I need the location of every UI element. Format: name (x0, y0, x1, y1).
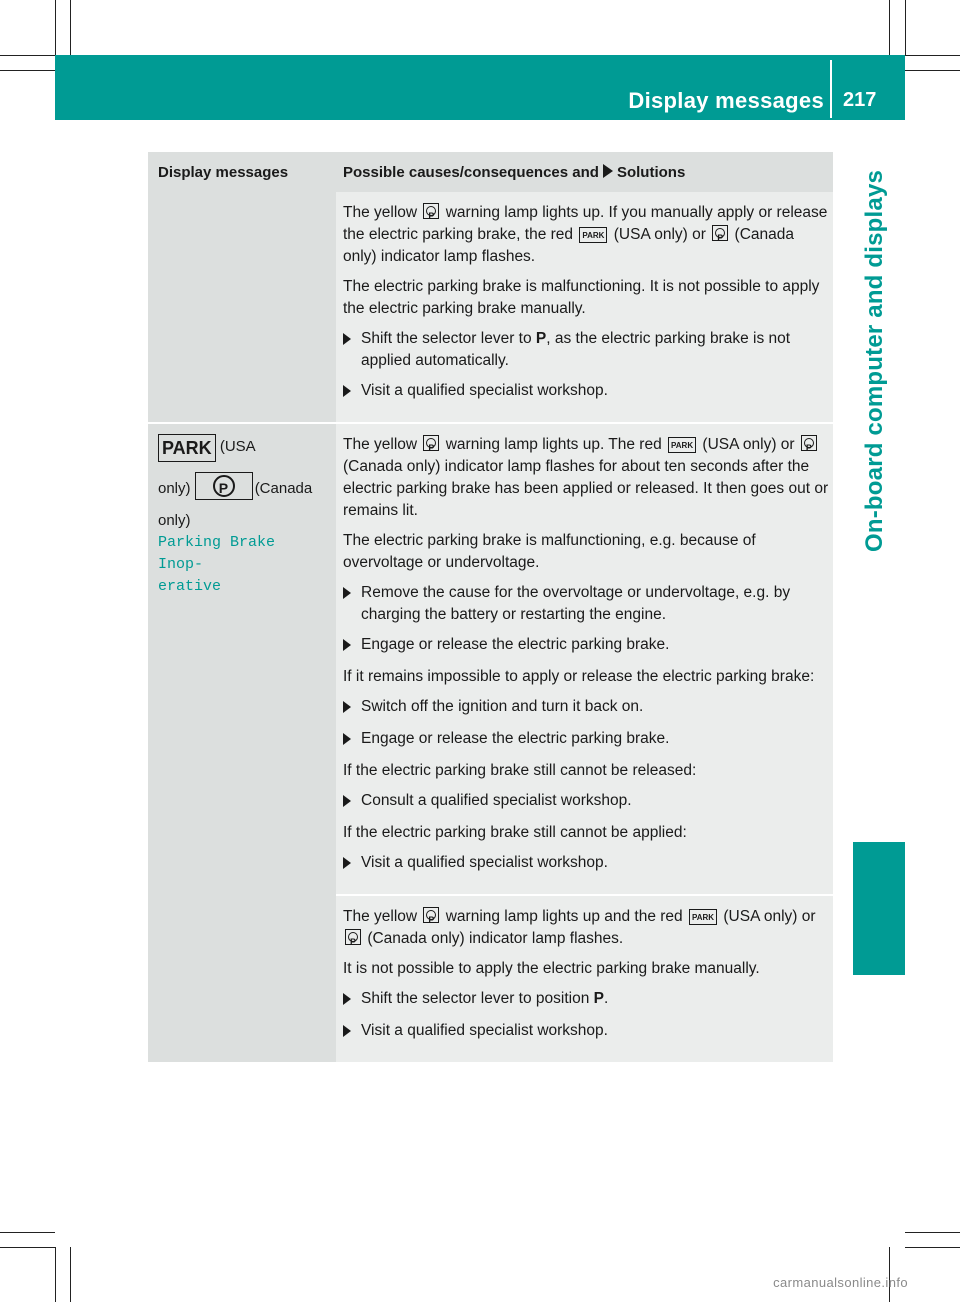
paragraph: If the electric parking brake still cannot be applied: (343, 824, 687, 841)
parking-brake-lamp-icon (423, 203, 439, 219)
paragraph: If the electric parking brake still cannot be released: (343, 762, 697, 779)
arrow-right-icon (343, 1025, 351, 1037)
park-indicator-icon: PARK (668, 437, 696, 453)
list-item: Shift the selector lever to P, as the electric parking brake is not applied automatically. (343, 328, 829, 372)
display-message-cell: PARK (USA only) P (Canada only) Parking Brake Inop‐ erative (148, 424, 336, 894)
park-indicator-icon: PARK (158, 434, 216, 462)
paragraph: The yellow P warning lamp lights up and the red PARK (USA only) or P (Canada only) indicator lamp flashes. (343, 906, 829, 950)
parking-brake-lamp-icon (345, 929, 361, 945)
header-divider (830, 60, 832, 118)
crop-mark (905, 55, 960, 56)
list-item: Remove the cause for the overvoltage or undervoltage, e.g. by charging the battery or restarting the engine. (343, 582, 829, 626)
list-item: Consult a qualified specialist workshop. (343, 790, 829, 814)
section-tab-marker (853, 842, 905, 975)
section-side-label: On-board computer and displays (861, 170, 888, 553)
causes-cell (336, 192, 833, 422)
park-indicator-icon: PARK (689, 909, 717, 925)
paragraph: The electric parking brake is malfunctioning. It is not possible to apply the electric parking brake manually. (343, 278, 820, 317)
display-message-cell (148, 192, 336, 422)
park-indicator-icon: PARK (579, 227, 607, 243)
crop-mark (905, 70, 960, 71)
page-title: Display messages (628, 88, 824, 113)
table-header (148, 152, 833, 192)
display-message-cell (148, 894, 336, 1062)
list-item: Engage or release the electric parking brake. (343, 728, 829, 752)
list-item: Engage or release the electric parking brake. (343, 634, 829, 658)
column-header-display-messages: Display messages (158, 164, 289, 181)
arrow-right-icon (343, 795, 351, 807)
paragraph: If it remains impossible to apply or release the electric parking brake: (343, 668, 815, 685)
arrow-right-icon (343, 333, 351, 345)
parking-brake-lamp-icon (423, 435, 439, 451)
page-number: 217 (843, 89, 877, 111)
parking-brake-lamp-icon (423, 907, 439, 923)
arrow-right-icon (343, 733, 351, 745)
crop-mark (0, 70, 55, 71)
arrow-right-icon (343, 993, 351, 1005)
column-header-causes: Possible causes/consequences and Solutions (343, 164, 686, 181)
crop-mark (905, 0, 906, 55)
crop-mark (905, 1232, 960, 1233)
list-item: Switch off the ignition and turn it back on. (343, 696, 829, 720)
table-row (148, 424, 833, 894)
arrow-right-icon (343, 385, 351, 397)
crop-mark (0, 1232, 55, 1233)
paragraph: It is not possible to apply the electric parking brake manually. (343, 960, 760, 977)
paragraph: The electric parking brake is malfunctioning, e.g. because of overvoltage or undervoltage. (343, 532, 756, 571)
causes-cell (336, 894, 833, 1062)
list-item: Visit a qualified specialist workshop. (343, 852, 829, 876)
parking-brake-lamp-icon (801, 435, 817, 451)
watermark: carmanualsonline.info (773, 1275, 908, 1290)
list-item: Visit a qualified specialist workshop. (343, 380, 829, 404)
crop-mark (55, 0, 56, 55)
table-row (148, 894, 833, 1062)
crop-mark (55, 1247, 56, 1302)
parking-brake-lamp-icon (712, 225, 728, 241)
display-message-text: erative (158, 578, 222, 595)
list-item: Shift the selector lever to position P. (343, 988, 829, 1012)
arrow-right-icon (343, 639, 351, 651)
causes-cell (336, 424, 833, 894)
arrow-right-icon (343, 701, 351, 713)
arrow-right-icon (343, 857, 351, 869)
display-messages-table (148, 152, 833, 1062)
crop-mark (0, 55, 55, 56)
parking-brake-lamp-icon (195, 472, 253, 500)
display-message-text: Parking Brake Inop‐ (158, 534, 276, 573)
paragraph: The yellow P warning lamp lights up. If you manually apply or release the electric parking brake, the red PARK (USA only) or P (Canada only) indicator lamp flashes. (343, 202, 829, 268)
crop-mark (70, 1247, 71, 1302)
paragraph: The yellow P warning lamp lights up. The red PARK (USA only) or P (Canada only) indicator lamp flashes for about ten seconds after the electric parking brake has been applied or released. It then goes out or remains lit. (343, 434, 829, 522)
crop-mark (889, 0, 890, 55)
table-row (148, 192, 833, 422)
list-item: Visit a qualified specialist workshop. (343, 1020, 829, 1044)
arrow-right-icon (603, 164, 613, 178)
crop-mark (70, 0, 71, 55)
crop-mark (905, 1247, 960, 1248)
crop-mark (0, 1247, 55, 1248)
arrow-right-icon (343, 587, 351, 599)
